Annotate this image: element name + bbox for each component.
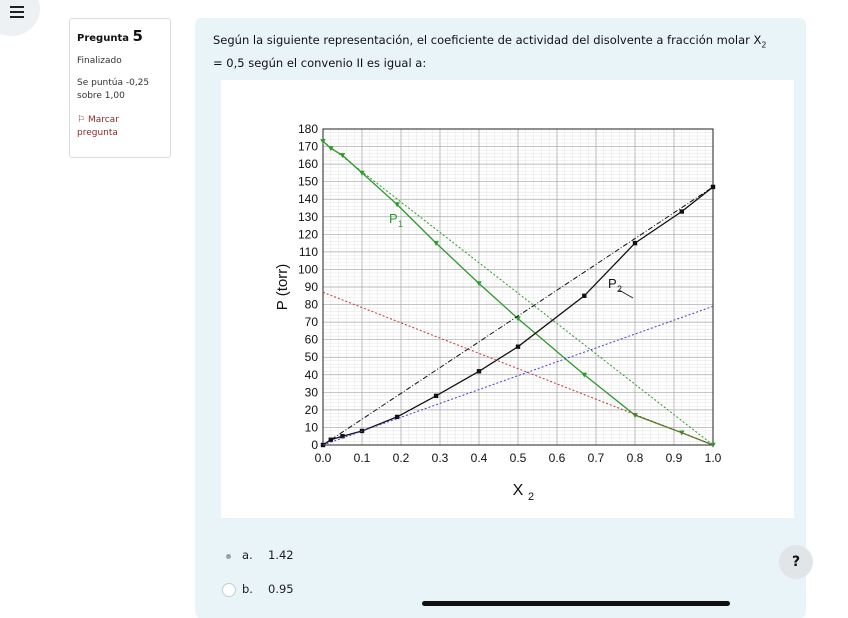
question-text: Según la siguiente representación, el coeficiente de actividad del disolvente a fracción molar $X_2$ = 0,5 según el convenio II es igual a: (213, 33, 767, 71)
y-tick-label: 40 (304, 367, 318, 382)
data-point (477, 369, 481, 373)
x-tick-label: 0.1 (353, 451, 371, 465)
y-tick-label: 170 (297, 139, 318, 154)
question-grade: Se puntúa -0,25 sobre 1,00 (77, 78, 150, 101)
y-tick-label: 80 (304, 297, 318, 312)
x-tick-label: 0.5 (509, 451, 527, 465)
answer-letter: a. (242, 548, 253, 562)
y-tick-label: 90 (304, 280, 318, 294)
x-tick-label: 0.8 (626, 451, 644, 465)
series-label-sub: 2 (617, 284, 623, 294)
answer-value: 1.42 (268, 548, 294, 562)
y-tick-label: 100 (297, 262, 318, 277)
y-tick-label: 160 (297, 157, 318, 172)
answer-option-b[interactable] (222, 582, 362, 602)
x-tick-label: 0.0 (314, 451, 332, 465)
menu-button[interactable] (0, 0, 40, 36)
y-axis-label: P (torr) (274, 263, 291, 311)
question-info-panel (69, 18, 171, 158)
x-tick-label: 0.4 (470, 451, 488, 465)
x-tick-label: 0.7 (587, 451, 605, 465)
y-tick-label: 10 (304, 420, 318, 435)
y-tick-label: 180 (297, 122, 318, 136)
x-tick-label: 0.6 (548, 451, 566, 465)
flag-question-link[interactable]: ⚐ Marcar pregunta (77, 115, 119, 138)
answer-letter: b. (242, 582, 253, 596)
radio-a[interactable] (226, 554, 231, 559)
data-point (680, 209, 684, 213)
y-tick-label: 120 (297, 227, 318, 242)
y-tick-label: 150 (297, 174, 318, 189)
data-point (516, 344, 520, 348)
series-label: P (608, 276, 617, 291)
pressure-chart (221, 80, 794, 518)
series-label-sub: 1 (398, 219, 404, 229)
question-number: Pregunta 5 (77, 27, 143, 45)
data-point (633, 241, 637, 245)
series-label: P (389, 211, 398, 226)
y-tick-label: 0 (311, 438, 318, 452)
chart-figure (221, 80, 794, 518)
x-tick-label: 0.9 (665, 451, 683, 465)
x-axis-label: X (512, 482, 524, 499)
y-tick-label: 140 (297, 192, 318, 207)
answer-option-a[interactable] (222, 548, 362, 568)
data-point (582, 294, 586, 298)
answer-value: 0.95 (268, 582, 294, 596)
y-tick-label: 110 (298, 244, 318, 259)
hamburger-icon (10, 6, 24, 21)
x-tick-label: 0.3 (431, 451, 449, 465)
home-indicator (422, 601, 730, 606)
x-axis-label-sub: 2 (528, 491, 535, 503)
x-tick-label: 1.0 (704, 451, 722, 465)
help-button[interactable]: ? (779, 545, 813, 579)
y-tick-label: 20 (304, 402, 318, 417)
radio-b[interactable] (222, 583, 236, 597)
y-tick-label: 130 (297, 209, 318, 224)
question-state: Finalizado (77, 56, 122, 66)
x-tick-label: 0.2 (392, 451, 410, 465)
data-point (434, 394, 438, 398)
y-tick-label: 70 (304, 315, 318, 330)
y-tick-label: 30 (304, 385, 318, 400)
flag-icon: ⚐ (77, 115, 86, 125)
y-tick-label: 60 (304, 332, 318, 347)
y-tick-label: 50 (304, 350, 318, 365)
